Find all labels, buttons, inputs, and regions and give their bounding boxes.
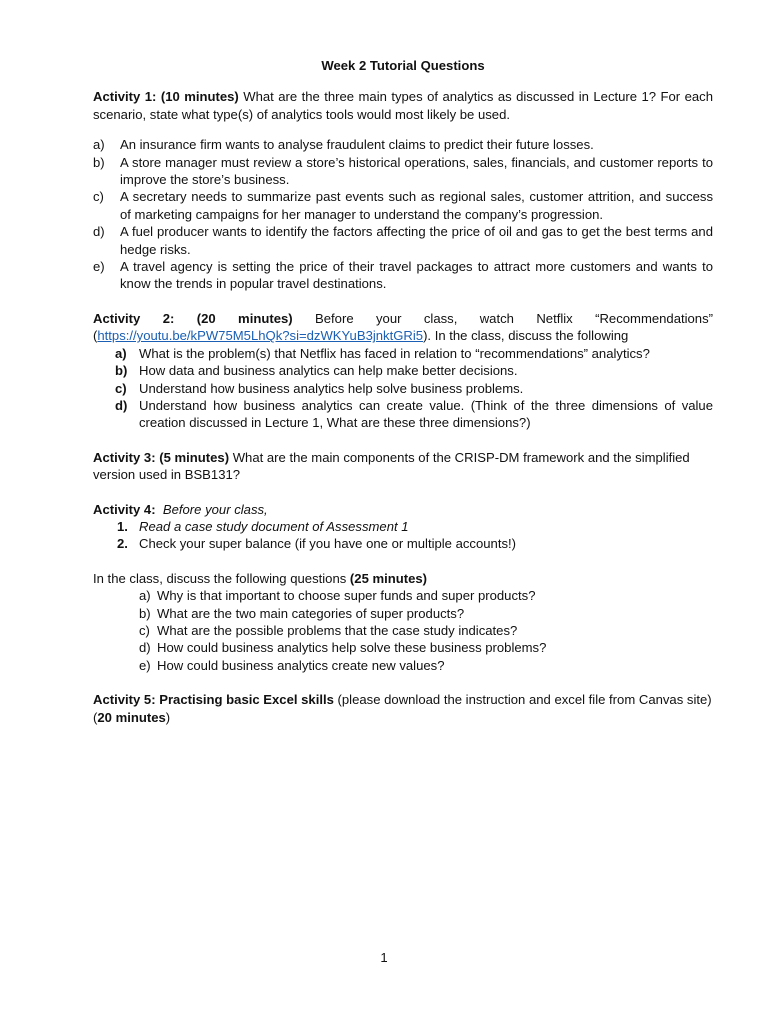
list-marker: b) xyxy=(115,363,128,379)
discussion-time: (25 minutes) xyxy=(349,570,428,586)
activity-1-text: What are the three main types of analytics as discussed in Lecture 1? For each scenario, state what type(s) of analytics tools would most likely be used. xyxy=(93,89,714,122)
list-marker: b) xyxy=(139,605,151,621)
spacer xyxy=(93,553,713,570)
list-marker: e) xyxy=(139,657,151,673)
page-number: 1 xyxy=(380,950,388,965)
list-item-text: A secretary needs to summarize past events such as regional sales, customer attrition, and success of marketing campaigns for her manager to understand the company’s progression. xyxy=(120,189,713,222)
list-item-text: How could business analytics create new values? xyxy=(157,657,445,673)
activity-1-list xyxy=(93,136,713,293)
activity-5-intro xyxy=(93,691,713,726)
list-item-text: How data and business analytics can help make better decisions. xyxy=(139,363,518,379)
list-item xyxy=(117,518,713,535)
list-item xyxy=(139,639,713,656)
list-marker: c) xyxy=(93,189,104,205)
activity-4-list xyxy=(117,518,713,553)
list-marker: d) xyxy=(115,397,128,413)
list-item xyxy=(115,397,713,432)
activity-4-text: Before your class, xyxy=(162,501,268,517)
list-marker: 2. xyxy=(117,536,128,552)
activity-3-text: What are the main components of the CRISP-DM framework and the simplified version used in BSB131? xyxy=(93,449,690,483)
list-marker: c) xyxy=(139,622,150,638)
netflix-video-link[interactable]: https://youtu.be/kPW75M5LhQk?si=dzWKYuB3jnktGRi5 xyxy=(97,328,424,344)
activity-2-text-after: ). In the class, discuss the following xyxy=(423,328,629,344)
list-marker: e) xyxy=(93,259,105,275)
activity-2-text: Before your class, watch Netflix “Recommendations” ( xyxy=(93,310,713,344)
list-item xyxy=(93,188,713,223)
activity-1-intro xyxy=(93,88,713,123)
spacer xyxy=(93,674,713,691)
list-item xyxy=(117,535,713,552)
list-item xyxy=(139,622,713,639)
activity-4-label: Activity 4: xyxy=(93,501,156,517)
discussion-text: In the class, discuss the following questions xyxy=(93,570,350,586)
spacer xyxy=(93,432,713,449)
list-item-text: What is the problem(s) that Netflix has faced in relation to “recommendations” analytics? xyxy=(139,345,650,361)
list-marker: d) xyxy=(93,224,105,240)
activity-2-list xyxy=(115,345,713,432)
list-item-text: What are the two main categories of super products? xyxy=(157,605,465,621)
list-item-text: A store manager must review a store’s historical operations, sales, financials, and customer reports to improve the store’s business. xyxy=(120,154,713,188)
list-item xyxy=(93,136,713,153)
list-item-text: An insurance firm wants to analyse fraudulent claims to predict their future losses. xyxy=(120,137,594,153)
list-marker: a) xyxy=(139,588,151,604)
list-item-text: Check your super balance (if you have one or multiple accounts!) xyxy=(139,536,517,552)
list-item-text: A travel agency is setting the price of their travel packages to attract more customers and wants to know the trends in popular travel destinations. xyxy=(120,259,713,292)
list-item xyxy=(93,223,713,258)
list-marker: b) xyxy=(93,154,105,170)
activity-5-time: 20 minutes xyxy=(97,709,166,725)
activity-5-label: Activity 5: Practising basic Excel skills xyxy=(93,692,334,708)
list-item-text: What are the possible problems that the case study indicates? xyxy=(157,622,518,638)
list-item-text: Read a case study document of Assessment 1 xyxy=(139,518,409,534)
list-item-text: Why is that important to choose super funds and super products? xyxy=(157,588,536,604)
list-item xyxy=(115,362,713,379)
activity-4-intro xyxy=(93,501,713,518)
list-marker: a) xyxy=(115,345,127,361)
activity-5-close: ) xyxy=(165,709,171,725)
activity-2-label: Activity 2: (20 minutes) xyxy=(93,310,293,326)
list-item xyxy=(139,587,713,604)
activity-3-label: Activity 3: (5 minutes) xyxy=(93,449,230,465)
activity-1-label: Activity 1: (10 minutes) xyxy=(93,89,239,105)
list-item xyxy=(93,258,713,293)
activity-2-intro xyxy=(93,310,713,345)
list-item-text: How could business analytics help solve these business problems? xyxy=(157,640,547,656)
spacer xyxy=(93,484,713,501)
discussion-questions-list xyxy=(139,587,713,674)
list-item-text: A fuel producer wants to identify the factors affecting the price of oil and gas to get the best terms and hedge risks. xyxy=(120,224,713,257)
spacer xyxy=(93,293,713,310)
list-item xyxy=(93,154,713,189)
list-item-text: Understand how business analytics help solve business problems. xyxy=(139,380,524,396)
activity-3-intro xyxy=(93,449,713,484)
list-marker: 1. xyxy=(117,518,128,534)
list-marker: c) xyxy=(115,380,127,396)
list-marker: a) xyxy=(93,137,105,153)
list-item xyxy=(115,380,713,397)
discussion-intro xyxy=(93,570,713,587)
list-item xyxy=(139,657,713,674)
page-title: Week 2 Tutorial Questions xyxy=(321,58,485,73)
list-item xyxy=(139,605,713,622)
activity-5-text: (please download the instruction and excel file from Canvas site) ( xyxy=(93,692,712,725)
document-body xyxy=(93,57,713,726)
list-item xyxy=(115,345,713,362)
list-marker: d) xyxy=(139,640,151,656)
list-item-text: Understand how business analytics can create value. (Think of the three dimensions of value creation discussed in Lecture 1, What are these three dimensions?) xyxy=(139,397,713,431)
